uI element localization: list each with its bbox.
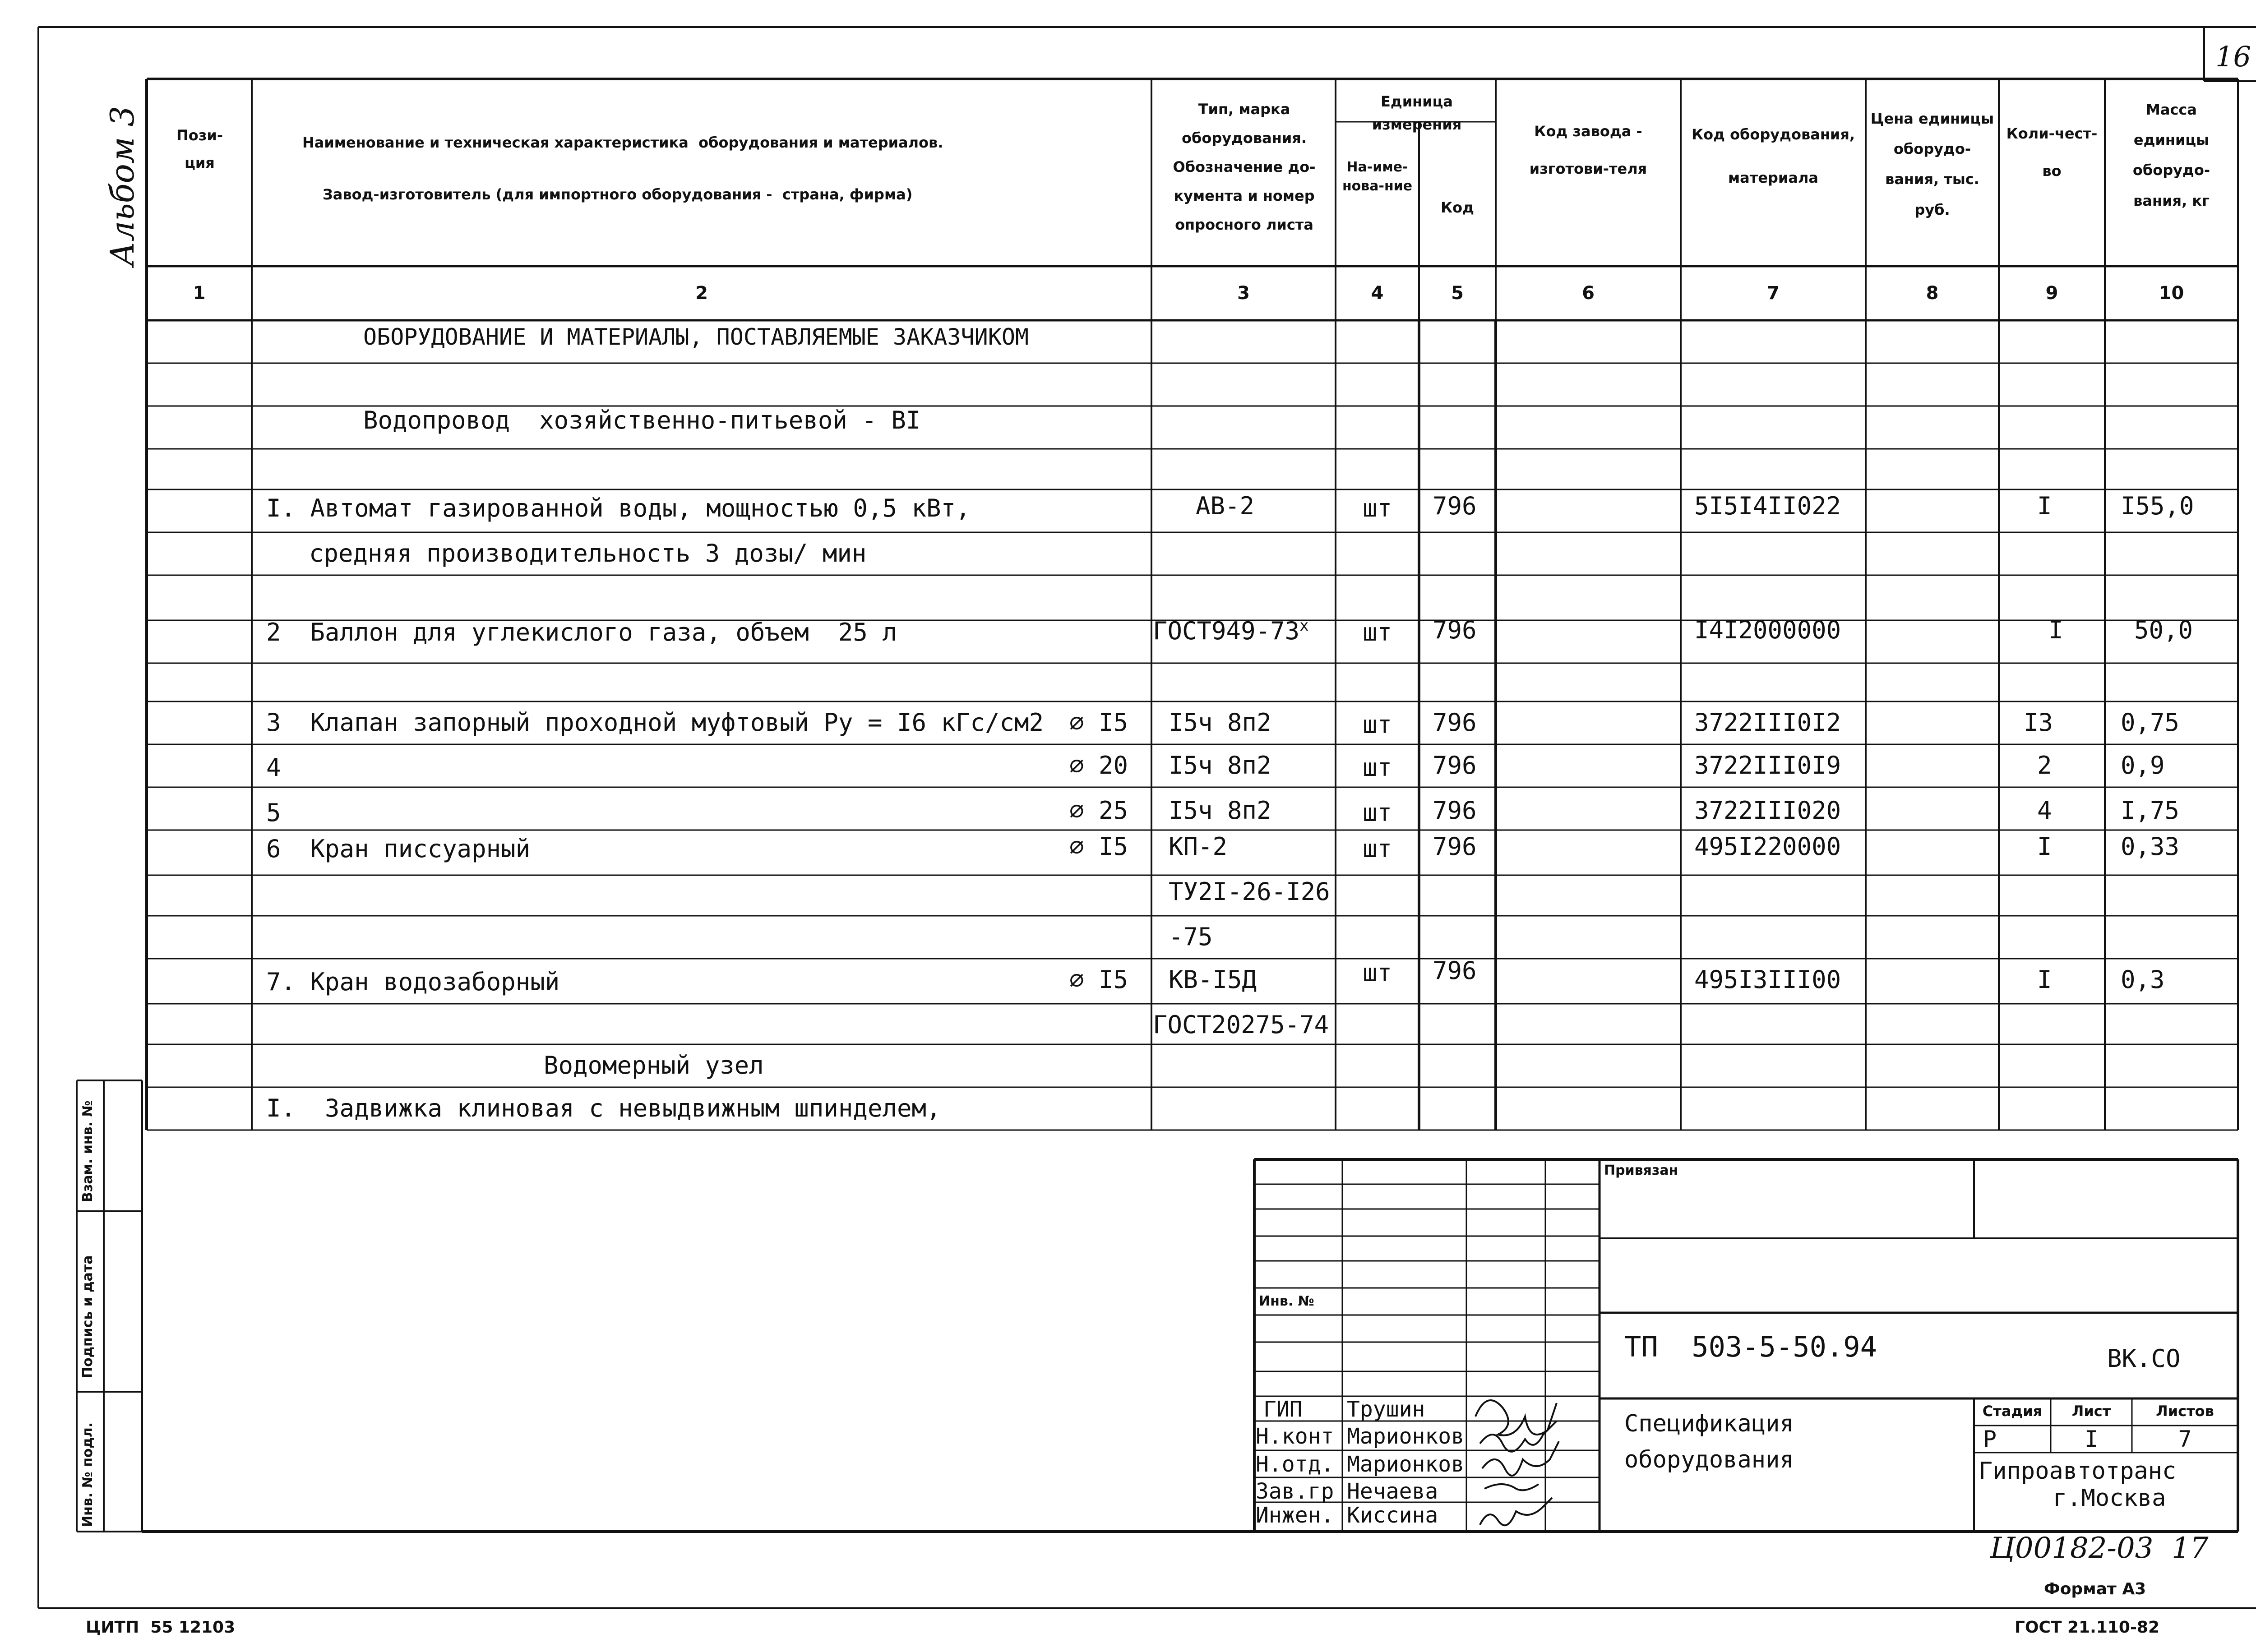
page-number: 16 [2215,40,2251,73]
row-name: 4 [266,753,281,782]
col-number: 3 [1237,283,1250,304]
section-title: ОБОРУДОВАНИЕ И МАТЕРИАЛЫ, ПОСТАВЛЯЕМЫЕ ЗАКАЗЧИКОМ [363,324,1029,350]
format-label: Формат А3 [2044,1580,2146,1598]
col-number: 8 [1926,283,1939,304]
row-dn: ∅ 25 [1069,796,1128,825]
row-name: 5 [266,798,281,827]
footer-left: ЦИТП 55 12103 [86,1618,236,1637]
row-type: -75 [1169,923,1213,951]
row-dn: ∅ I5 [1069,965,1128,994]
header-unit-name: На-име-нова-ние [1342,159,1413,194]
signer-role: Инжен. [1256,1503,1334,1528]
sheets-label: Листов [2156,1403,2214,1420]
row-unit: шт [1363,959,1392,987]
signer-name: Киссина [1347,1503,1438,1528]
inv-no-label: Инв. № [1259,1293,1314,1309]
header-type: Тип, марка оборудования. Обозначение до-кумента и номер опросного листа [1173,101,1316,233]
row-qty: 2 [2037,751,2052,780]
col-number: 6 [1582,283,1595,304]
header-mass: Масса единицы оборудо-вания, кг [2132,101,2210,209]
row-unit-code: 796 [1433,708,1477,737]
stamp-inv-vzam: Взам. инв. № [80,1100,96,1202]
row-type: АВ-2 [1196,492,1255,520]
row-unit-code: 796 [1433,796,1477,825]
org-line2: г.Москва [2053,1485,2166,1512]
row-unit: шт [1363,494,1392,522]
row-name: I. Задвижка клиновая с невыдвижным шпинделем, [266,1094,941,1122]
row-name: 3 Клапан запорный проходной муфтовый Ру = I6 кГс/см2 [266,708,1044,737]
header-unit-group: Единица измерения [1372,93,1462,134]
document-code: ТП 503-5-50.94 [1624,1330,1877,1363]
row-mass: I55,0 [2121,492,2194,520]
row-qty: I [2037,832,2052,861]
row-unit-code: 796 [1433,616,1477,644]
row-name: средняя производительность 3 дозы/ мин [309,539,867,568]
header-price: Цена единицы оборудо-вания, тыс. руб. [1870,110,1994,218]
row-dn: ∅ 20 [1069,751,1128,780]
document-mark: ВК.СО [2107,1344,2181,1373]
row-type: КВ-I5Д [1169,965,1257,994]
row-unit-code: 796 [1433,751,1477,780]
title-line1: Спецификация [1624,1410,1794,1437]
signer-role: Н.отд. [1256,1452,1334,1477]
signer-name: Нечаева [1347,1479,1438,1504]
row-name: Водомерный узел [544,1051,764,1080]
row-mass: 0,9 [2121,751,2165,780]
col-number: 7 [1767,283,1780,304]
row-code: 3722III020 [1694,796,1841,825]
row-name: 2 Баллон для углекислого газа, объем 25 л [266,618,897,646]
col-number: 1 [193,283,206,304]
row-qty: I [2037,965,2052,994]
footer-right: ГОСТ 21.110-82 [2015,1618,2160,1637]
row-mass: 0,75 [2121,708,2180,737]
row-unit: шт [1363,618,1392,646]
row-qty: I3 [2024,708,2053,737]
row-type: ГОСТ949-73$^x$ [1153,617,1309,645]
row-unit-code: 796 [1433,832,1477,861]
header-quantity: Коли-чест-во [2006,125,2098,180]
row-qty: I [2048,616,2063,644]
row-type: I5ч 8п2 [1169,796,1271,825]
archive-number: Ц00182-03 17 [1990,1532,2209,1565]
row-mass: 0,3 [2121,965,2165,994]
col-number: 9 [2045,283,2058,304]
row-qty: 4 [2037,796,2052,825]
row-qty: I [2037,492,2052,520]
col-number: 5 [1451,283,1464,304]
signer-name: Марионков [1347,1424,1465,1449]
header-factory-code: Код завода - изготови-теля [1529,123,1647,178]
stamp-sign-date: Подпись и дата [80,1255,96,1378]
row-type: ТУ2I-26-I26 [1169,877,1330,906]
row-mass: 0,33 [2121,832,2180,861]
stage-value: Р [1983,1426,1997,1452]
album-label: Альбом 3 [103,106,141,266]
col-number: 4 [1371,283,1384,304]
row-type: I5ч 8п2 [1169,751,1271,780]
subsection-title: Водопровод хозяйственно-питьевой - BI [363,406,921,434]
row-code: 3722III0I9 [1694,751,1841,780]
sheet-value: I [2084,1426,2099,1452]
row-name: 6 Кран писсуарный [266,835,531,863]
row-unit: шт [1363,711,1392,739]
privyazan-label: Привязан [1604,1163,1678,1178]
header-name-line1: Наименование и техническая характеристика оборудования и материалов. [302,134,943,151]
row-mass: 50,0 [2134,616,2193,644]
org-line1: Гипроавтотранс [1979,1458,2177,1485]
row-mass: I,75 [2121,796,2180,825]
row-unit-code: 796 [1433,492,1477,520]
row-code: 495I220000 [1694,832,1841,861]
header-name-line2: Завод-изготовитель (для импортного оборудования - страна, фирма) [323,186,913,203]
row-unit-code: 796 [1433,956,1477,985]
header-equipment-code: Код оборудования, материала [1691,126,1855,186]
row-code: 3722III0I2 [1694,708,1841,737]
row-code: I4I2000000 [1694,616,1841,644]
sheets-value: 7 [2178,1426,2192,1452]
header-position: Пози- ция [176,127,223,171]
col-number: 10 [2159,283,2184,304]
row-dn: ∅ I5 [1069,708,1128,737]
stage-label: Стадия [1982,1403,2043,1420]
signer-role: Зав.гр [1256,1479,1334,1504]
signer-role: Н.конт [1256,1424,1334,1449]
header-unit-code: Код [1441,199,1474,216]
stamp-inv-podl: Инв. № подл. [80,1422,96,1527]
row-name: I. Автомат газированной воды, мощностью 0,5 кВт, [266,494,971,522]
signer-name: Трушин [1347,1397,1425,1422]
row-unit: шт [1363,835,1392,863]
row-type: I5ч 8п2 [1169,708,1271,737]
title-line2: оборудования [1624,1446,1794,1473]
row-unit: шт [1363,798,1392,827]
row-code: 495I3III00 [1694,965,1841,994]
row-dn: ∅ I5 [1069,832,1128,861]
row-type: КП-2 [1169,832,1228,861]
row-unit: шт [1363,753,1392,782]
signer-name: Марионков [1347,1452,1465,1477]
row-type: ГОСТ20275-74 [1153,1011,1329,1039]
sheet-label: Лист [2071,1403,2111,1420]
signer-role: ГИП [1263,1397,1303,1422]
col-number: 2 [695,283,708,304]
row-code: 5I5I4II022 [1694,492,1841,520]
row-name: 7. Кран водозаборный [266,968,560,996]
